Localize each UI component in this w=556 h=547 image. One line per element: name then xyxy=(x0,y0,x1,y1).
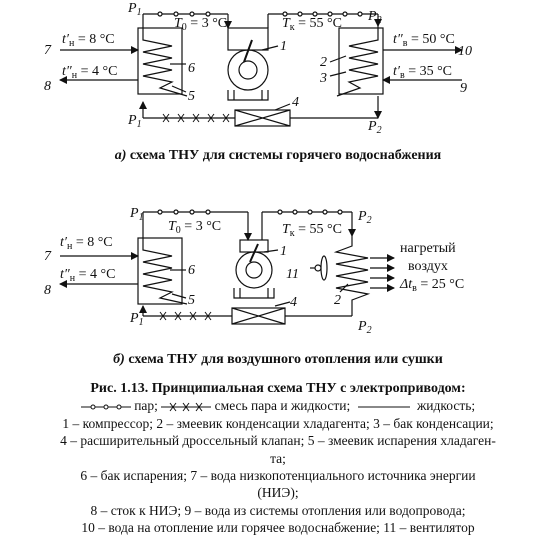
svg-text:1: 1 xyxy=(280,244,287,259)
svg-text:7: 7 xyxy=(44,43,51,58)
svg-text:t′н = 8 °C: $t'_н = 8$ °C xyxy=(60,235,113,252)
svg-text:1: 1 xyxy=(280,39,287,54)
svg-text:5: 5 xyxy=(188,293,195,308)
svg-text:P2: $P_2$ xyxy=(368,9,382,26)
caption-b-text: схема ТНУ для воздушного отопления или сушки xyxy=(124,352,443,367)
svg-text:P2: $P_2$ xyxy=(368,119,382,136)
svg-text:P1: $P_1$ xyxy=(130,206,144,223)
svg-text:воздух: воздух xyxy=(408,259,448,274)
svg-text:5: 5 xyxy=(188,89,195,104)
svg-text:P1: $P_1$ xyxy=(130,311,144,328)
svg-text:2: 2 xyxy=(334,293,341,308)
svg-text:t″н = 4 °C: $t''_н = 4$ °C xyxy=(60,267,116,284)
svg-text:10: 10 xyxy=(458,44,472,59)
svg-text:9: 9 xyxy=(460,81,467,96)
mix-line-symbol xyxy=(161,402,211,412)
legend-line: 10 – вода на отопление или горячее водоснабжение; 11 – вентилятор xyxy=(81,520,475,536)
svg-text:11: 11 xyxy=(286,267,299,282)
mix-label: смесь пара и жидкости; xyxy=(211,398,351,414)
svg-text:4: 4 xyxy=(292,95,299,110)
figure-title: Рис. 1.13. Принципиальная схема ТНУ с электроприводом: xyxy=(90,381,466,396)
svg-text:нагретый: нагретый xyxy=(400,241,456,256)
svg-text:P1: $P_1$ xyxy=(128,1,142,18)
svg-text:t″н = 4 °C: $t''_н = 4$ °C xyxy=(62,64,118,81)
legend-line: 6 – бак испарения; 7 – вода низкопотенциального источника энергии xyxy=(80,468,476,484)
fan-b xyxy=(310,256,327,280)
caption-a-letter: а) xyxy=(114,148,127,163)
svg-text:Tк = 55 °C: $T_к = 55$ °C xyxy=(282,16,342,33)
svg-text:8: 8 xyxy=(44,283,51,298)
compressor-a xyxy=(228,28,268,100)
svg-text:6: 6 xyxy=(188,61,195,76)
figure-legend xyxy=(6,380,550,537)
legend-line: 1 – компрессор; 2 – змеевик конденсации хладагента; 3 – бак конденсации; xyxy=(62,415,494,431)
svg-text:2: 2 xyxy=(320,55,327,70)
caption-a xyxy=(0,148,556,164)
svg-text:P2: $P_2$ xyxy=(358,209,372,226)
svg-text:3: 3 xyxy=(320,71,327,86)
svg-text:P1: $P_1$ xyxy=(128,113,142,130)
legend-line: та; xyxy=(270,450,286,466)
svg-text:4: 4 xyxy=(290,295,297,310)
steam-line-symbol xyxy=(81,402,131,412)
liquid-line-symbol xyxy=(354,402,414,412)
caption-b xyxy=(0,352,556,368)
legend-line: 4 – расширительный дроссельный клапан; 5 – змеевик испарения хладаген- xyxy=(60,433,496,449)
svg-text:Tк = 55 °C: $T_к = 55$ °C xyxy=(282,222,342,239)
diagram-b-labels xyxy=(44,206,464,336)
svg-text:8: 8 xyxy=(44,79,51,94)
steam-label: пар; xyxy=(130,398,158,414)
svg-text:P2: $P_2$ xyxy=(358,319,372,336)
condenser-coil-a xyxy=(337,24,378,96)
evaporator-coil-a xyxy=(143,24,187,96)
svg-text:Δtв = 25 °C: $\Delta t_в = 25$ °C xyxy=(400,277,465,294)
legend-line: 8 – сток к НИЭ; 9 – вода из системы отопления или водопровода; xyxy=(90,502,466,518)
svg-text:6: 6 xyxy=(188,263,195,278)
diagram-a-labels xyxy=(44,1,472,136)
svg-text:T0 = 3 °C: $T_0 = 3$ °C xyxy=(174,16,228,33)
line-type-legend xyxy=(6,397,550,414)
legend-line: (НИЭ); xyxy=(257,485,299,501)
liquid-label: жидкость; xyxy=(413,398,476,414)
svg-text:T0 = 3 °C: $T_0 = 3$ °C xyxy=(168,219,222,236)
svg-text:t′в = 35 °C: $t'_в = 35$ °C xyxy=(393,64,453,81)
svg-text:t′н = 8 °C: $t'_н = 8$ °C xyxy=(62,32,115,49)
svg-text:t″в = 50 °C: $t''_в = 50$ °C xyxy=(393,32,455,49)
diagram-a xyxy=(60,12,462,126)
caption-a-text: схема ТНУ для системы горячего водоснабжения xyxy=(126,148,442,163)
svg-text:7: 7 xyxy=(44,249,51,264)
caption-b-letter: б) xyxy=(113,352,125,367)
compressor-b xyxy=(234,240,274,298)
